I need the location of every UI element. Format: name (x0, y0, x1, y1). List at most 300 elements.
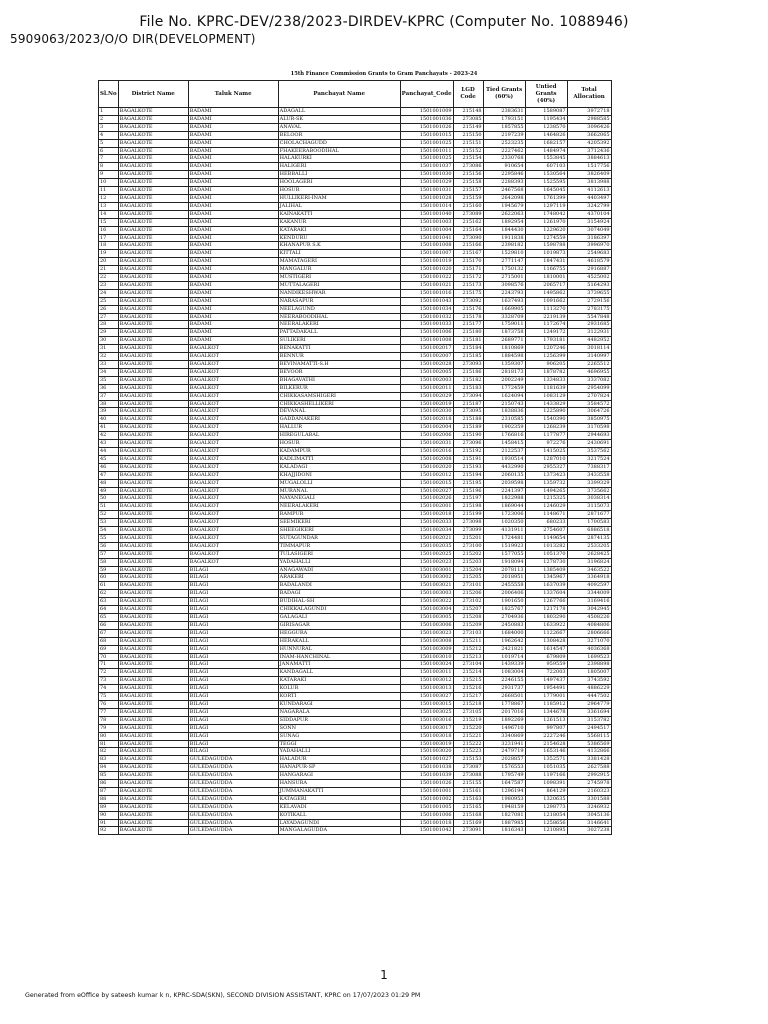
table-cell: 273096 (453, 440, 483, 448)
table-cell: HANGARAGI (278, 772, 400, 780)
table-cell: 3743592 (567, 677, 611, 685)
table-cell: 82 (99, 748, 119, 756)
table-cell: 1051370 (525, 550, 567, 558)
table-cell: 1501001020 (400, 266, 453, 274)
table-cell: 9 (99, 171, 119, 179)
table-cell: SEEMIKERI (278, 519, 400, 527)
table-cell: BAGALKOTE (118, 479, 188, 487)
table-cell: 87 (99, 787, 119, 795)
table-row (99, 400, 612, 408)
table-row (99, 700, 612, 708)
table-cell: 215158 (453, 179, 483, 187)
table-cell: 215223 (453, 748, 483, 756)
table-cell: MANGALUR (278, 266, 400, 274)
table-cell: 1501002028 (400, 361, 453, 369)
table-cell: KENDURU (278, 234, 400, 242)
table-cell: BAGALKOTE (118, 131, 188, 139)
table-cell: 1501001006 (400, 811, 453, 819)
table-row (99, 471, 612, 479)
table-cell: 1501003011 (400, 669, 453, 677)
table-cell: 215216 (453, 685, 483, 693)
table-cell: 2494517 (567, 724, 611, 732)
table-cell: 2122537 (483, 447, 525, 455)
table-cell: 1779001 (525, 693, 567, 701)
table-cell: 1185912 (525, 700, 567, 708)
table-cell: 2295846 (483, 171, 525, 179)
table-cell: SHEEGIKERI (278, 527, 400, 535)
table-cell: BAGALKOTE (118, 716, 188, 724)
table-cell: BADAMI (188, 194, 278, 202)
table-cell: 4403497 (567, 194, 611, 202)
table-cell: BAGALKOTE (118, 329, 188, 337)
table-cell: 1051035 (525, 764, 567, 772)
table-cell: CHIKKASAMSHIGERI (278, 392, 400, 400)
table-cell: 1501001043 (400, 297, 453, 305)
table-cell: 1496710 (483, 724, 525, 732)
table-cell: 1759011 (483, 321, 525, 329)
table-cell: 2729156 (567, 297, 611, 305)
table-cell: 3884613 (567, 155, 611, 163)
table-cell: BAGALKOTE (118, 637, 188, 645)
table-cell: 1501002015 (400, 479, 453, 487)
table-cell: 3584572 (567, 400, 611, 408)
table-cell: 3096426 (567, 123, 611, 131)
table-cell: 1902359 (483, 424, 525, 432)
table-cell: TIMMAPUR (278, 542, 400, 550)
table-cell: 2689771 (483, 337, 525, 345)
table-cell: BILAGI (188, 598, 278, 606)
table-cell: BAGALKOT (188, 558, 278, 566)
table-cell: 2931685 (567, 321, 611, 329)
table-cell: 1501003012 (400, 677, 453, 685)
generation-footer: Generated from eOffice by sateesh kumar k n, KPRC-SDA(SKN), SECOND DIVISION ASSISTANT, KPRC on 17/07/2023 01:29 PM (25, 992, 421, 999)
table-cell: 80 (99, 732, 119, 740)
table-cell: 4482952 (567, 337, 611, 345)
table-cell: 1892954 (483, 218, 525, 226)
table-cell: HANSURA (278, 780, 400, 788)
table-cell: BADAMI (188, 234, 278, 242)
table-cell: BAGALKOT (188, 400, 278, 408)
table-cell: 21 (99, 266, 119, 274)
table-cell: 1980953 (483, 795, 525, 803)
table-cell: 2383631 (483, 108, 525, 116)
table-cell: BAGALKOTE (118, 803, 188, 811)
table-cell: 215211 (453, 637, 483, 645)
table-cell: 1501001008 (400, 337, 453, 345)
table-cell: 63 (99, 598, 119, 606)
table-cell: HALLUR (278, 424, 400, 432)
table-cell: 12 (99, 194, 119, 202)
table-cell: 2197239 (483, 131, 525, 139)
table-cell: 57 (99, 550, 119, 558)
table-cell: GULEDAGUDDA (188, 780, 278, 788)
table-cell: 273090 (453, 234, 483, 242)
table-cell: 55 (99, 534, 119, 542)
table-cell: 2818173 (483, 368, 525, 376)
table-cell: 1501002016 (400, 447, 453, 455)
table-row (99, 463, 612, 471)
table-cell: BILAGI (188, 629, 278, 637)
table-row (99, 171, 612, 179)
table-cell: 1019714 (483, 653, 525, 661)
table-cell: BADAMI (188, 171, 278, 179)
table-cell: KOLUR (278, 685, 400, 693)
table-cell: 215168 (453, 811, 483, 819)
table-row (99, 297, 612, 305)
table-cell: BAGALKOTE (118, 226, 188, 234)
table-cell: KALADAGI (278, 463, 400, 471)
column-header: Tied Grants (60%) (483, 81, 525, 108)
table-cell: 273093 (453, 361, 483, 369)
table-cell: BILAGI (188, 700, 278, 708)
table-cell: 2745978 (567, 780, 611, 788)
table-cell: BAGALKOT (188, 503, 278, 511)
table-row (99, 131, 612, 139)
table-cell: MURANAL (278, 487, 400, 495)
table-cell: 1501002030 (400, 408, 453, 416)
table-row (99, 447, 612, 455)
table-cell: 72 (99, 669, 119, 677)
table-cell: ANAVAL (278, 123, 400, 131)
table-cell: 1847431 (525, 258, 567, 266)
table-cell: 1540390 (525, 416, 567, 424)
table-cell: 1954491 (525, 685, 567, 693)
table-cell: BAGALKOT (188, 392, 278, 400)
table-cell: BAGALKOTE (118, 139, 188, 147)
table-cell: 2954099 (567, 384, 611, 392)
table-cell: 215194 (453, 471, 483, 479)
table-cell: BADAMI (188, 115, 278, 123)
table-cell: HANAPUR-SP (278, 764, 400, 772)
table-cell: BAGALKOTE (118, 368, 188, 376)
table-cell: SUNAG (278, 732, 400, 740)
table-row (99, 764, 612, 772)
table-cell: 273098 (453, 519, 483, 527)
table-cell: FHAKEERABOODIHAL (278, 147, 400, 155)
table-cell: HUNNURAL (278, 645, 400, 653)
table-cell: 1501001019 (400, 258, 453, 266)
table-cell: BAGALKOTE (118, 218, 188, 226)
table-cell: BILAGI (188, 621, 278, 629)
table-cell: BEVOOR (278, 368, 400, 376)
table-cell: 56 (99, 542, 119, 550)
table-row (99, 266, 612, 274)
table-cell: BAGALKOTE (118, 827, 188, 835)
table-cell: 3662065 (567, 131, 611, 139)
table-cell: 2018951 (483, 574, 525, 582)
table-cell: 60 (99, 574, 119, 582)
table-cell: 1501001034 (400, 305, 453, 313)
table-cell: 20 (99, 258, 119, 266)
table-cell: 1945679 (483, 202, 525, 210)
table-cell: 1501001009 (400, 108, 453, 116)
table-row (99, 108, 612, 116)
table-cell: 1748042 (525, 210, 567, 218)
table-cell: 1576553 (483, 764, 525, 772)
table-row (99, 772, 612, 780)
table-cell: 1501003017 (400, 724, 453, 732)
table-cell: 1229620 (525, 226, 567, 234)
table-cell: 3364918 (567, 574, 611, 582)
table-cell: 1501002021 (400, 534, 453, 542)
table-row (99, 685, 612, 693)
table-cell: KATAGERI (278, 795, 400, 803)
table-cell: 2243793 (483, 289, 525, 297)
table-cell: TEGGI (278, 740, 400, 748)
table-cell: SULIKERI (278, 337, 400, 345)
table-cell: 3196824 (567, 558, 611, 566)
table-cell: 215165 (453, 803, 483, 811)
table-cell: BAGALKOTE (118, 495, 188, 503)
table-cell: 3301588 (567, 795, 611, 803)
table-cell: 1501002031 (400, 440, 453, 448)
table-cell: BAGALKOTE (118, 337, 188, 345)
table-cell: 1083129 (525, 392, 567, 400)
table-cell: 2219139 (525, 313, 567, 321)
table-cell: 1816343 (483, 827, 525, 835)
table-cell: 1278730 (525, 558, 567, 566)
table-cell: 215198 (453, 503, 483, 511)
table-cell: 215220 (453, 724, 483, 732)
table-cell: 3038314 (567, 495, 611, 503)
table-cell: MUGALOLLI (278, 479, 400, 487)
table-cell: 1501003015 (400, 700, 453, 708)
table-cell: 1122667 (525, 629, 567, 637)
table-cell: 1825767 (483, 606, 525, 614)
table-cell: BAGALKOT (188, 527, 278, 535)
table-cell: MUTTALAGERI (278, 281, 400, 289)
table-cell: HOOLAGERI (278, 179, 400, 187)
table-cell: 3433558 (567, 471, 611, 479)
table-cell: 3186397 (567, 234, 611, 242)
table-cell: BADAMI (188, 258, 278, 266)
table-cell: PATTADAKALL (278, 329, 400, 337)
table-cell: 1501001041 (400, 234, 453, 242)
table-cell: 40 (99, 416, 119, 424)
table-cell: 81 (99, 740, 119, 748)
table-cell: 215192 (453, 447, 483, 455)
table-cell: 2964779 (567, 700, 611, 708)
table-row (99, 179, 612, 187)
table-row (99, 305, 612, 313)
table-cell: 2783175 (567, 305, 611, 313)
table-row (99, 542, 612, 550)
table-cell: 3098576 (483, 281, 525, 289)
table-cell: 48 (99, 479, 119, 487)
table-cell: 4 (99, 131, 119, 139)
table-cell: 1501001011 (400, 147, 453, 155)
table-cell: 49 (99, 487, 119, 495)
table-cell: 38 (99, 400, 119, 408)
table-cell: HALIGERI (278, 163, 400, 171)
table-cell: 1439339 (483, 661, 525, 669)
table-cell: 1501001030 (400, 171, 453, 179)
table-cell: BAGALKOTE (118, 187, 188, 195)
table-row (99, 740, 612, 748)
table-cell: 4370104 (567, 210, 611, 218)
table-cell: 3271070 (567, 637, 611, 645)
table-cell: 972276 (525, 440, 567, 448)
table-cell: 215173 (453, 281, 483, 289)
table-cell: 2467568 (483, 187, 525, 195)
table-cell: BADAMI (188, 131, 278, 139)
table-cell: BADAMI (188, 210, 278, 218)
table-cell: 864129 (525, 787, 567, 795)
table-cell: BILAGI (188, 748, 278, 756)
table-cell: 4525002 (567, 274, 611, 282)
table-cell: 3153782 (567, 716, 611, 724)
table-row (99, 827, 612, 835)
table-cell: 76 (99, 700, 119, 708)
table-cell: 680233 (525, 519, 567, 527)
table-cell: GADDANAKERI (278, 416, 400, 424)
table-cell: 3122931 (567, 329, 611, 337)
table-cell: 1501001025 (400, 139, 453, 147)
table-cell: 79 (99, 724, 119, 732)
table-cell: BAGALKOT (188, 542, 278, 550)
table-cell: GULEDAGUDDA (188, 819, 278, 827)
table-row (99, 123, 612, 131)
table-cell: 1750132 (483, 266, 525, 274)
table-cell: 3027238 (567, 827, 611, 835)
table-cell: 1501001001 (400, 787, 453, 795)
table-cell: 1225890 (525, 408, 567, 416)
table-cell: 3463522 (567, 566, 611, 574)
table-cell: BADAMI (188, 242, 278, 250)
table-cell: BADALANDI (278, 582, 400, 590)
table-cell: JUMMANAKATTI (278, 787, 400, 795)
table-cell: 215151 (453, 139, 483, 147)
table-row (99, 756, 612, 764)
table-cell: CHOLACHAGUDD (278, 139, 400, 147)
table-cell: 19 (99, 250, 119, 258)
table-cell: BAGALKOTE (118, 542, 188, 550)
table-cell: 1501002006 (400, 432, 453, 440)
table-row (99, 519, 612, 527)
table-cell: 1501002034 (400, 527, 453, 535)
table-cell: 1761399 (525, 194, 567, 202)
table-cell: 2707824 (567, 392, 611, 400)
table-cell: 215186 (453, 368, 483, 376)
table-cell: BAGALKOT (188, 353, 278, 361)
table-cell: 42 (99, 432, 119, 440)
table-cell: BILAGI (188, 669, 278, 677)
table-cell: KATARAKI (278, 677, 400, 685)
table-cell: 215152 (453, 147, 483, 155)
table-row (99, 550, 612, 558)
grants-table (98, 80, 612, 835)
table-cell: 997807 (525, 724, 567, 732)
table-cell: 1901650 (483, 598, 525, 606)
table-cell: 2874135 (567, 534, 611, 542)
table-cell: 2871677 (567, 511, 611, 519)
table-cell: 71 (99, 661, 119, 669)
table-cell: 4084806 (567, 621, 611, 629)
table-cell: 1320635 (525, 795, 567, 803)
table-cell: KANDAGALL (278, 669, 400, 677)
table-cell: 1415025 (525, 447, 567, 455)
table-cell: BADAMI (188, 147, 278, 155)
table-row (99, 598, 612, 606)
table-cell: 215191 (453, 455, 483, 463)
table-cell: 46 (99, 463, 119, 471)
table-cell: 1501001025 (400, 155, 453, 163)
table-cell: KATARAKI (278, 226, 400, 234)
table-cell: 215163 (453, 795, 483, 803)
table-body (99, 108, 612, 835)
table-cell: 273094 (453, 392, 483, 400)
table-cell: 1501001026 (400, 123, 453, 131)
table-cell: 1637493 (483, 297, 525, 305)
table-cell: 1195434 (525, 115, 567, 123)
table-row (99, 621, 612, 629)
table-cell: 2028857 (483, 756, 525, 764)
table-cell: 1918094 (483, 558, 525, 566)
table-cell: 3018114 (567, 345, 611, 353)
table-row (99, 289, 612, 297)
table-cell: 1501001031 (400, 187, 453, 195)
table-cell: 2988585 (567, 115, 611, 123)
table-cell: 215207 (453, 606, 483, 614)
table-cell: 2944693 (567, 432, 611, 440)
table-cell: 53 (99, 519, 119, 527)
table-cell: HERAKALL (278, 637, 400, 645)
table-cell: HEBBALLI (278, 171, 400, 179)
table-cell: 66 (99, 621, 119, 629)
table-cell: 17 (99, 234, 119, 242)
table-row (99, 226, 612, 234)
table-cell: 273091 (453, 827, 483, 835)
table-cell: 215217 (453, 693, 483, 701)
table-cell: BAGALKOTE (118, 108, 188, 116)
table-cell: 37 (99, 392, 119, 400)
table-cell: 215202 (453, 550, 483, 558)
table-cell: 5568115 (567, 732, 611, 740)
table-cell: 1930514 (483, 455, 525, 463)
table-cell: LAYADAGUNDI (278, 819, 400, 827)
table-cell: 215188 (453, 416, 483, 424)
table-cell: 3 (99, 123, 119, 131)
table-row (99, 202, 612, 210)
table-cell: BAGALKOTE (118, 400, 188, 408)
table-cell: BADAMI (188, 266, 278, 274)
table-cell: 22 (99, 274, 119, 282)
table-cell: BAGALKOTE (118, 313, 188, 321)
table-cell: BAGALKOTE (118, 787, 188, 795)
table-row (99, 534, 612, 542)
table-cell: 69 (99, 645, 119, 653)
table-cell: BAGALKOTE (118, 408, 188, 416)
table-cell: 1598788 (525, 242, 567, 250)
table-cell: 215215 (453, 677, 483, 685)
table-cell: BAGALKOTE (118, 440, 188, 448)
table-cell: 1501003001 (400, 566, 453, 574)
table-cell: 1501001022 (400, 274, 453, 282)
table-cell: 1724481 (483, 534, 525, 542)
table-cell: 5547848 (567, 313, 611, 321)
table-cell: 91 (99, 819, 119, 827)
table-cell: 1810001 (525, 274, 567, 282)
table-cell: YADAHALLI (278, 558, 400, 566)
table-cell: 1948159 (483, 803, 525, 811)
table-cell: 85 (99, 772, 119, 780)
table-cell: 1869044 (483, 503, 525, 511)
table-cell: BAGALKOTE (118, 447, 188, 455)
table-cell: 1256399 (525, 353, 567, 361)
table-cell: 78 (99, 716, 119, 724)
table-cell: CHIKKASHELLIKERI (278, 400, 400, 408)
table-cell: 1172674 (525, 321, 567, 329)
